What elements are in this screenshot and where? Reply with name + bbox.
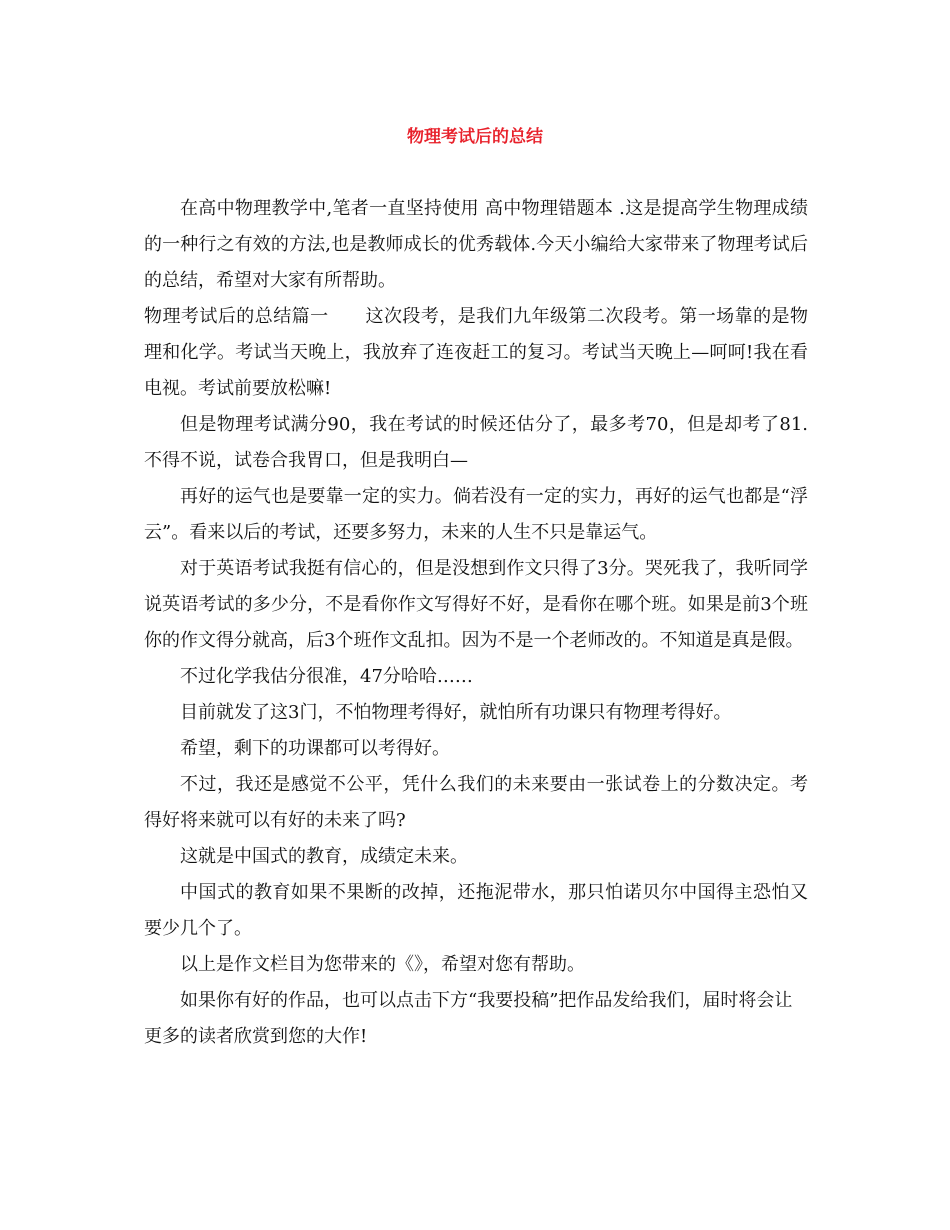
paragraph-intro: 在高中物理教学中,笔者一直坚持使用 高中物理错题本 .这是提高学生物理成绩的一种行之有效的方法,也是教师成长的优秀载体.今天小编给大家带来了物理考试后的总结，希望对大家有所帮助。 [144, 198, 808, 291]
paragraph-submission: 如果你有好的作品，也可以点击下方“我要投稿”把作品发给我们，届时将会让更多的读者欣赏到您的大作! [144, 990, 793, 1047]
paragraph-section-one: 物理考试后的总结篇一 这次段考，是我们九年级第二次段考。第一场靠的是物理和化学。考试当天晚上，我放弃了连夜赶工的复习。考试当天晚上—呵呵!我在看电视。考试前要放松嘛! [144, 306, 808, 399]
paragraph-hope: 希望，剩下的功课都可以考得好。 [180, 738, 450, 759]
paragraph-column-note: 以上是作文栏目为您带来的《》，希望对您有帮助。 [180, 954, 585, 975]
paragraph-english: 对于英语考试我挺有信心的，但是没想到作文只得了3分。哭死我了，我听同学说英语考试的多少分，不是看你作文写得好不好，是看你在哪个班。如果是前3个班你的作文得分就高，后3个班作文乱扣。因为不是一个老师改的。不知道是真是假。 [144, 558, 808, 651]
paragraph-physics-score: 但是物理考试满分90，我在考试的时候还估分了，最多考70，但是却考了81.不得不说，试卷合我胃口，但是我明白— [144, 414, 808, 471]
paragraph-unfair: 不过，我还是感觉不公平，凭什么我们的未来要由一张试卷上的分数决定。考得好将来就可以有好的未来了吗? [144, 774, 808, 831]
paragraph-three-subjects: 目前就发了这3门，不怕物理考得好，就怕所有功课只有物理考得好。 [180, 702, 732, 723]
paragraph-education: 这就是中国式的教育，成绩定未来。 [180, 846, 468, 867]
document-body [144, 191, 808, 1055]
document-title: 物理考试后的总结 [407, 127, 543, 147]
paragraph-reform: 中国式的教育如果不果断的改掉，还拖泥带水，那只怕诺贝尔中国得主恐怕又要少几个了。 [144, 882, 808, 939]
paragraph-luck: 再好的运气也是要靠一定的实力。倘若没有一定的实力，再好的运气也都是“浮云”。看来以后的考试，还要多努力，未来的人生不只是靠运气。 [144, 486, 808, 543]
paragraph-chemistry: 不过化学我估分很准，47分哈哈…… [180, 666, 473, 687]
